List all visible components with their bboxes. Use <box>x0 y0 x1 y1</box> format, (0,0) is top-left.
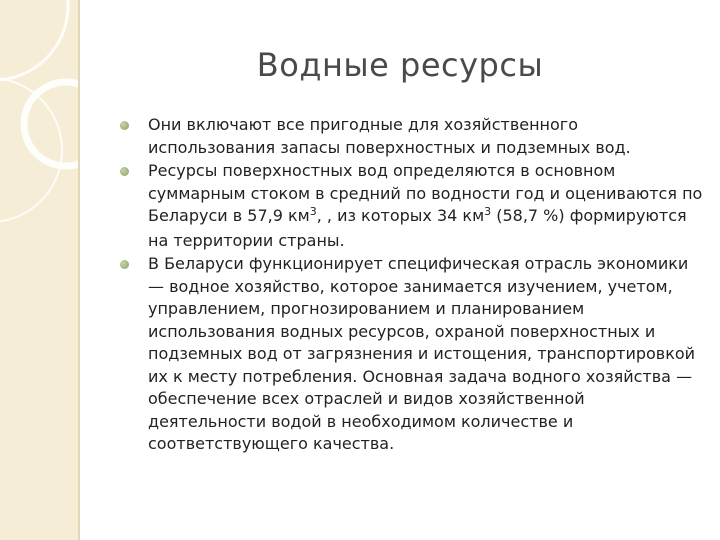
bullet-icon <box>120 121 129 130</box>
decorative-circles <box>0 0 78 540</box>
superscript: 3 <box>484 205 492 218</box>
bullet-item <box>120 114 705 159</box>
superscript: 3 <box>309 205 317 218</box>
slide-title: Водные ресурсы <box>256 46 544 84</box>
decorative-sidebar <box>0 0 78 540</box>
bullet-text-part: (58,7 %) формируются на территории страны. <box>148 206 687 250</box>
bullet-item <box>120 160 705 252</box>
bullet-text-part: Ресурсы поверхностных вод определяются в основном суммарным стоком в средний по водности год и оцениваются по Беларуси в 57,9 км <box>148 161 703 225</box>
bullet-text: Они включают все пригодные для хозяйственного использования запасы поверхностных и подземных вод. <box>148 115 631 157</box>
bullet-icon <box>120 167 129 176</box>
bullet-text-part: , , из которых 34 км <box>316 206 485 225</box>
bullet-item <box>120 253 705 456</box>
bullet-icon <box>120 260 129 269</box>
bullet-list <box>120 114 705 457</box>
bullet-text: В Беларуси функционирует специфическая отрасль экономики — водное хозяйство, которое занимается изучением, учетом, управлением, прогнозированием и планированием использования водных ресурсов, охраной поверхностных и подземных вод от загрязнения и истощения, транспортировкой их к месту потребления. Основная задача водного хозяйства — обеспечение всех отраслей и видов хозяйственной деятельности водой в необходимом количестве и соответствующего качества. <box>148 254 696 453</box>
